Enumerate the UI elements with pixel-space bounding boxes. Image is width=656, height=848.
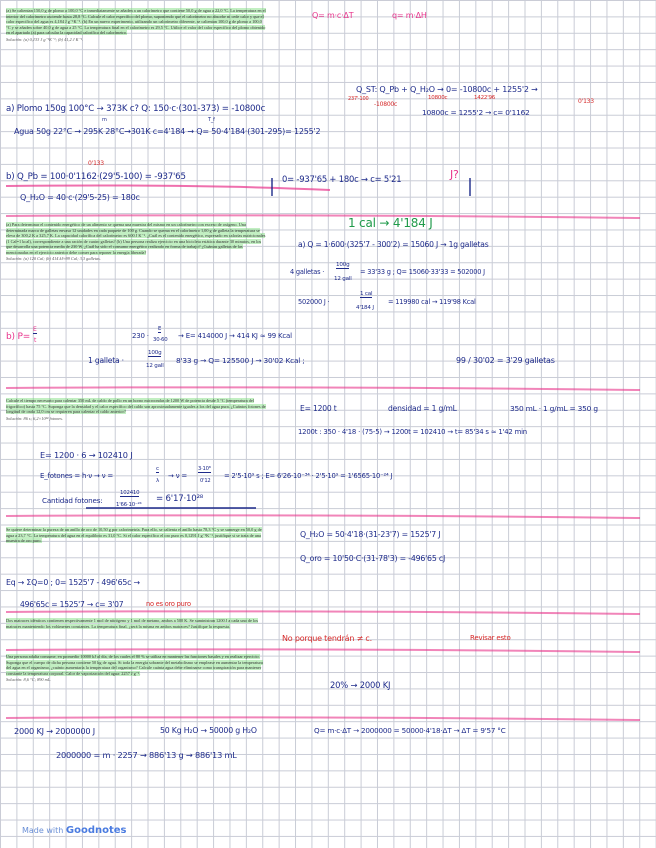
note-minus-10800c: -10800c: [374, 101, 398, 108]
note-8-result: = 6'17·10²⁸: [156, 494, 204, 504]
note-10800c: 10800c: [428, 95, 448, 101]
note-10-review: Revisar esto: [470, 634, 511, 642]
note-11-kg-g: 50 Kg H₂O → 50000 g H₂O: [160, 726, 257, 735]
problem-6-solution: Solución: (a) 0,133 J g⁻¹K⁻¹; (b) 41,2 J K⁻¹.: [6, 36, 84, 42]
note-8-time: 1200t : 350 · 4'18 · (75-5) → 1200t = 102410 → t= 85'34 s ≈ 1'42 min: [298, 428, 527, 436]
note-7a-502000: 502000 J ·: [298, 298, 330, 306]
note-8-c: c: [156, 466, 159, 472]
note-8-mass: 350 mL · 1 g/mL = 350 g: [510, 404, 598, 413]
note-7b-t: t: [34, 337, 37, 344]
note-7a-4184: 4'184 J: [356, 305, 374, 311]
note-7a-1cal: 1 cal: [360, 291, 373, 297]
note-cal-joule: 1 cal → 4'184 J: [348, 216, 433, 230]
note-7b-230: 230 ·: [132, 332, 149, 340]
note-8-166: 1'66·10⁻²⁴: [116, 502, 142, 508]
note-8-efotones: E_fotones = h·ν → ν =: [40, 472, 114, 480]
note-formula-q-mct: Q= m·c·ΔT: [312, 11, 354, 20]
note-7b-100g: 100g: [148, 350, 162, 356]
note-6b-question: J?: [450, 168, 459, 181]
note-6a-result: 10800c = 1255'2 → c= 0'1162: [422, 108, 530, 117]
note-7a-4gall: 4 galletas ·: [290, 268, 325, 276]
note-7b-1galleta: 1 galleta ·: [88, 356, 124, 365]
problem-7-solution: Solución: (a) 120 Cal; (b) 414 kJ≈99 Cal; 3,3 galletas.: [6, 256, 101, 261]
note-11-mass-water: 2000000 = m · 2257 → 886'13 g → 886'13 mL: [56, 750, 237, 760]
note-9-conclusion: no es oro puro: [146, 600, 191, 608]
note-8-e1200x6: E= 1200 · 6 → 102410 J: [40, 450, 133, 460]
note-8-densidad: densidad = 1 g/mL: [388, 404, 457, 413]
problem-6-text: (a) Se calientan 150,0 g de plomo a 100,0 °C e inmediatamente se añaden a un calorímetro que contiene 50,0 g de agua a 22,0 °C. La temperatura en el interior del calorímetro asciende hasta 28,8 °C. Calcule el calor específico del plomo, suponiendo que el calorímetro no absorbe ni cede calor y que el calor específico del agua es 4,184 J g⁻¹K⁻¹. (b) En un nuevo experimento, utilizando un calorímetro diferente, se calientan 100,0 g de plomo a 100,0 °C y se añaden sobre 40,0 g de agua a 25 °C. La temperatura final en el calorímetro es 29,5 °C. Utilice el valor del calor específico del plomo obtenido en el apartado (a) para calcular la capacidad calorífica del calorímetro.: [6, 8, 266, 35]
problem-11-text: Una persona adulta consume, en promedio 10000 kJ al día, de los cuales el 80 % se utiliza en mantener las funciones basales y en realizar ejercicio. Suponga que el cuerpo de dicha persona contiene 50 kg de agua. Si toda la energía sobrante del metabolismo se emplease en aumentar la temperatura del agua en el organismo, ¿cuánto aumentaría la temperatura del organismo? Calcule cuánta agua debe eliminarse como transpiración para mantener constante la temperatura corporal. Calor de vaporización del agua: 2257 J g⁻¹.: [6, 654, 263, 676]
problem-9-text: Se quiere determinar la pureza de un anillo de oro de 10,50 g por calorimetría. Para ello, se calienta el anillo hasta 78,3 °C y se sumerge en 50,0 g de agua a 23,7 °C. La temperatura del agua en el equilibrio es 31,0 °C. Si el calor específico el oro puro es 0,1291 J g⁻¹K⁻¹, justifique si se trata de una muestra de oro puro.: [6, 527, 262, 543]
problem-11-solution: Solución: 8,6 °C; 890 mL.: [6, 677, 52, 682]
note-7a-12gall: 12 gall: [334, 276, 352, 282]
note-7b-3060: 30·60: [153, 337, 168, 343]
note-10-answer: No porque tendrán ≠ c.: [282, 634, 372, 643]
note-8-nu: → ν =: [168, 472, 188, 480]
note-tf-label: T_f: [208, 117, 215, 123]
note-6a-plomo: a) Plomo 150g 100°C → 373K c? Q: 150·c·(301-373) = -10800c: [6, 104, 266, 114]
note-8-3e8: 3·10⁸: [198, 466, 211, 472]
note-8-e1200t: E= 1200 t: [300, 404, 337, 413]
note-0133-b: 0'133: [88, 160, 104, 167]
note-7b-833g: 8'33 g → Q= 125500 J → 30'02 Kcal ;: [176, 356, 305, 365]
note-237-100: 237'·100: [348, 96, 369, 102]
note-7b-galletas: 99 / 30'02 = 3'29 galletas: [456, 356, 555, 365]
note-8-012: 0'12: [200, 478, 211, 484]
note-7a-mass-q: = 33'33 g ; Q= 15060·33'33 = 502000 J: [360, 268, 485, 276]
note-0133-top: 0'133: [578, 98, 594, 105]
problem-7-text: (a) Para determinar el contenido energético de un alimento se quema una muestra del mismo en un calorímetro con exceso de oxígeno. Una determinada marca de galletas envasa 12 unidades en cada paquete de 100 g. Cuando se quema en el calorímetro 1,00 g de galleta la temperatura se eleva de 300,2 K a 325,7 K. La capacidad calorífica del calorímetro es 600 J K⁻¹. ¿Cuál es el contenido energético, expresado en calorías nutricionales (1 Cal=1 kcal), correspondiente a una ración de cuatro galletas? (b) Una persona realiza ejercicio en una bicicleta estática durante 30 minutos, en los que desarrolla una potencia media de 230 W. ¿Cuál ha sido el consumo energético realizado en forma de trabajo? ¿Cuántas galletas de las mencionadas en el ejercicio anterior debe comer para reponer la energía liberada?: [6, 222, 266, 255]
note-1422-96: 1422'96: [474, 95, 496, 101]
note-qst: Q_ST: Q_Pb + Q_H₂O → 0= -10800c + 1255'2 →: [356, 85, 538, 94]
problem-10-text: Dos matraces idénticos contienen respectivamente 1 mol de nitrógeno y 1 mol de metano, ambos a 500 K. Se suministran 1200 J a cada uno de los matraces manteniendo los volúmenes constantes. La temperatura final, ¿será la misma en ambos matraces? Justifique la respuesta.: [6, 618, 259, 629]
note-11-kj-j: 2000 KJ → 2000000 J: [14, 726, 95, 736]
watermark-brand: Goodnotes: [65, 825, 127, 836]
note-7a-q: a) Q = 1·600·(325'7 - 300'2) = 15060 J → 1g galletas: [298, 240, 489, 249]
note-7b-e: E: [33, 326, 37, 333]
problem-8-text: Calcule el tiempo necesario para calentar 350 mL de caldo de pollo en un horno microondas de 1200 W de potencia desde 5 °C (temperatura del frigorífico) hasta 75 °C. Suponga que la densidad y el calor específico del caldo son aproximadamente iguales a los del agua pura. ¿Cuántos fotones de longitud de onda 12,0 cm se requieren para calentar el caldo anterior?: [6, 398, 266, 414]
note-8-cantidad: Cantidad fotones:: [42, 496, 103, 505]
note-8-102410: 102410: [120, 490, 140, 496]
note-6b-qh2o: Q_H₂O = 40·c·(29'5-25) = 180c: [20, 193, 140, 202]
note-6a-agua: Agua 50g 22°C → 295K 28°C→301K c=4'184 → Q= 50·4'184·(301-295)= 1255'2: [14, 127, 321, 136]
note-8-energy-photon: = 2'5·10⁹ s ; E= 6'26·10⁻³⁴ · 2'5·10⁹ = 1'6565·10⁻²⁴ J: [224, 472, 393, 480]
note-7a-100g: 100g: [336, 262, 350, 268]
note-8-lambda: λ: [156, 478, 160, 484]
problem-8-solution: Solución: 86 s; 6,2×10²⁸ fotones.: [6, 415, 64, 421]
note-9-result: 496'65c = 1525'7 → c= 3'07: [20, 600, 124, 609]
watermark-prefix: Made with: [22, 826, 64, 835]
note-9-eq: Eq → ΣQ=0 ; 0= 1525'7 - 496'65c →: [6, 578, 140, 587]
note-6b-result: 0= -937'65 + 180c → c= 5'21: [282, 174, 402, 184]
note-7b-p: b) P=: [6, 332, 31, 342]
note-7b-e2: E: [158, 326, 162, 332]
note-7a-kcal: = 119980 cal → 119'98 Kcal: [388, 298, 476, 306]
note-6b-qpb: b) Q_Pb = 100·0'1162·(29'5-100) = -937'65: [6, 172, 186, 182]
note-7b-12gall: 12 gall: [146, 363, 164, 369]
note-9-qoro: Q_oro = 10'50·C·(31-78'3) = -496'65 cJ: [300, 554, 446, 563]
goodnotes-watermark: [22, 825, 127, 836]
note-m-label: m: [102, 117, 107, 123]
note-11-deltat: Q= m·c·ΔT → 2000000 = 50000·4'18·ΔT → ΔT = 9'57 °C: [314, 726, 506, 735]
note-9-qh2o: Q_H₂O = 50·4'18·(31-23'7) = 1525'7 J: [300, 530, 441, 539]
note-7b-energy: → E= 414000 J → 414 KJ ≈ 99 Kcal: [178, 332, 292, 340]
note-11-20pct: 20% → 2000 KJ: [330, 680, 391, 690]
note-formula-q-mh: q= m·ΔH: [392, 11, 427, 20]
